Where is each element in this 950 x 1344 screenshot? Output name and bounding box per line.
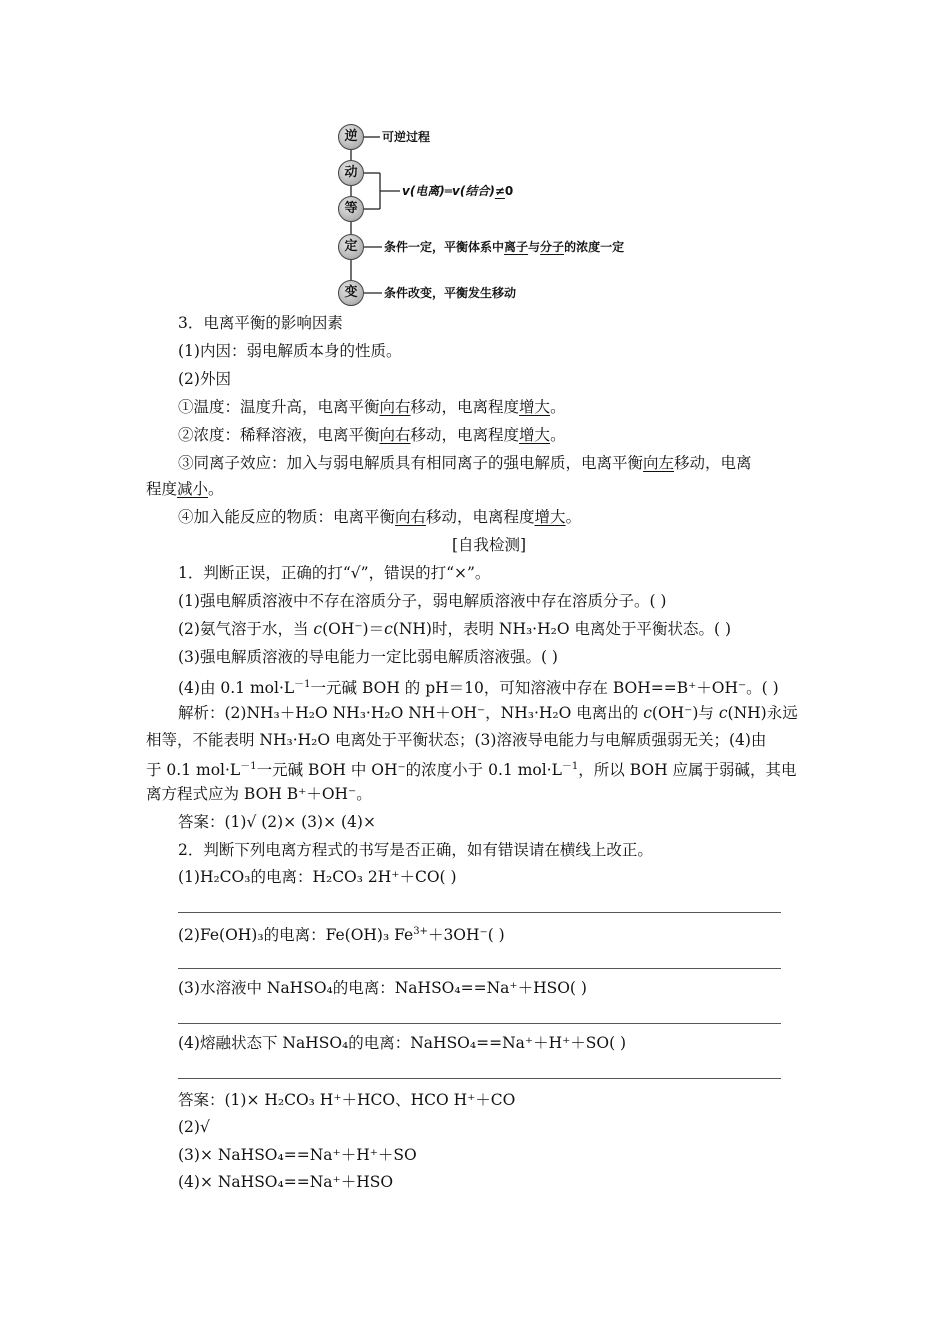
answer-2-line-3: (3)× NaHSO₄==Na⁺＋H⁺＋SO (178, 1146, 417, 1164)
conc-text-a: ②浓度：稀释溶液，电离平衡 (178, 426, 380, 444)
expl1-c1: c (643, 704, 652, 722)
factor-temperature (178, 397, 566, 417)
conc-text-b: 移动，电离程度 (410, 426, 520, 444)
question-1-item-3: (3)强电解质溶液的导电能力一定比弱电解质溶液强。( ) (178, 648, 558, 666)
q1-2-text-d: (NH)时，表明 NH₃·H₂O 电离处于平衡状态。( ) (392, 620, 731, 638)
label-ding (384, 239, 624, 255)
react-text-c: 。 (565, 508, 582, 526)
node-bian: 变 (338, 280, 364, 306)
label-rate-combination: v(结合) (452, 184, 495, 198)
answer-2-line-1: 答案：(1)× H₂CO₃ H⁺＋HCO、HCO H⁺＋CO (178, 1091, 516, 1109)
expl3-text-b: 一元碱 BOH 中 OH⁻的浓度小于 0.1 mol·L (256, 761, 562, 779)
q2-2-text-b: ＋3OH⁻( ) (427, 926, 505, 944)
conc-text-c: 。 (550, 426, 566, 444)
expl3-sup: －1 (240, 761, 257, 772)
node-ni: 逆 (338, 124, 364, 150)
expl3-text-c: ，所以 BOH 应属于弱碱，其电 (578, 761, 797, 779)
ion2-text-a: 程度 (146, 480, 178, 498)
answer-blank-2[interactable] (178, 968, 781, 969)
answer-2-line-2: (2)√ (178, 1118, 210, 1136)
expl1-text-d: (NH)永远 (727, 704, 798, 722)
q1-2-text-a: (2)氨气溶于水，当 (178, 620, 314, 638)
expl1-text-a: 解析：(2)NH₃＋H₂O NH₃·H₂O NH＋OH⁻，NH₃·H₂O 电离出的 (178, 704, 644, 722)
label-ding-molecule: 分子 (540, 240, 565, 254)
conc-direction: 向右 (379, 426, 411, 444)
factor-reactive-substance (178, 507, 581, 527)
section-3-title: 3．电离平衡的影响因素 (178, 314, 343, 332)
question-1-title: 1．判断正误，正确的打“√”，错误的打“×”。 (178, 564, 491, 582)
ion2-text-b: 。 (208, 480, 224, 498)
external-factor: (2)外因 (178, 370, 231, 388)
answer-blank-1[interactable] (178, 912, 781, 913)
factor-common-ion-cont (146, 479, 224, 499)
q1-2-text-b: (OH⁻)＝ (322, 620, 385, 638)
react-text-b: 移动，电离程度 (426, 508, 535, 526)
expl1-c2: c (718, 704, 728, 722)
temp-direction: 向右 (379, 398, 411, 416)
label-bian: 条件改变，平衡发生移动 (384, 286, 517, 300)
label-ding-text-b: 与 (528, 240, 541, 254)
temp-text-b: 移动，电离程度 (410, 398, 520, 416)
label-dong-deng (402, 183, 513, 199)
explanation-line-4: 离方程式应为 BOH B⁺＋OH⁻。 (146, 785, 372, 803)
answer-blank-4[interactable] (178, 1078, 781, 1079)
react-direction: 向右 (395, 508, 427, 526)
question-1-item-1: (1)强电解质溶液中不存在溶质分子，弱电解质溶液中存在溶质分子。( ) (178, 592, 667, 610)
label-zero: 0 (504, 184, 514, 198)
label-ding-text-a: 条件一定，平衡体系中 (384, 240, 505, 254)
q1-4-text-a: (4)由 0.1 mol·L (178, 679, 295, 697)
factor-common-ion (178, 453, 752, 473)
label-rate-ionization: v(电离) (402, 184, 445, 198)
question-1-item-2 (178, 619, 731, 639)
react-text-a: ④加入能反应的物质：电离平衡 (178, 508, 396, 526)
answer-2-line-4: (4)× NaHSO₄==Na⁺＋HSO (178, 1173, 394, 1191)
ion-direction: 向左 (643, 454, 675, 472)
question-2-title: 2．判断下列电离方程式的书写是否正确，如有错误请在横线上改正。 (178, 841, 653, 859)
ion-text-b: 移动，电离 (674, 454, 752, 472)
expl3-text-a: 于 0.1 mol·L (146, 761, 241, 779)
react-degree: 增大 (534, 508, 566, 526)
ion-degree: 减小 (177, 480, 209, 498)
self-check-heading: [自我检测] (452, 536, 527, 554)
temp-degree: 增大 (519, 398, 551, 416)
diagram-connectors (0, 0, 950, 320)
node-ding: 定 (338, 234, 364, 260)
question-2-item-1: (1)H₂CO₃的电离：H₂CO₃ 2H⁺＋CO( ) (178, 868, 457, 886)
temp-text-a: ①温度：温度升高，电离平衡 (178, 398, 380, 416)
question-1-item-4 (178, 675, 779, 698)
answer-blank-3[interactable] (178, 1023, 781, 1024)
answer-1: 答案：(1)√ (2)× (3)× (4)× (178, 813, 376, 831)
question-2-item-2 (178, 922, 505, 945)
explanation-line-2: 相等，不能表明 NH₃·H₂O 电离处于平衡状态；(3)溶液导电能力与电解质强弱无关；(4)由 (146, 731, 767, 749)
label-eq-sign: ═ (444, 184, 453, 198)
label-ni: 可逆过程 (382, 130, 431, 144)
q1-2-c1: c (313, 620, 323, 638)
q1-4-text-b: 一元碱 BOH 的 pH＝10，可知溶液中存在 BOH==B⁺＋OH⁻。( ) (310, 679, 779, 697)
ion-text-a: ③同离子效应：加入与弱电解质具有相同离子的强电解质，电离平衡 (178, 454, 644, 472)
node-deng: 等 (338, 196, 364, 222)
expl3-sup2: －1 (561, 761, 579, 772)
explanation-line-3 (146, 757, 797, 780)
node-dong: 动 (338, 160, 364, 186)
q1-2-c2: c (384, 620, 393, 638)
question-2-item-3: (3)水溶液中 NaHSO₄的电离：NaHSO₄==Na⁺＋HSO( ) (178, 979, 587, 997)
label-ding-text-c: 的浓度一定 (564, 240, 625, 254)
question-2-item-4: (4)熔融状态下 NaHSO₄的电离：NaHSO₄==Na⁺＋H⁺＋SO( ) (178, 1034, 627, 1052)
q2-2-text-a: (2)Fe(OH)₃的电离：Fe(OH)₃ Fe (178, 926, 414, 944)
label-ding-ion: 离子 (504, 240, 529, 254)
expl1-text-b: (OH⁻)与 (651, 704, 719, 722)
q1-4-sup: －1 (294, 679, 311, 690)
explanation-line-1 (178, 703, 798, 723)
q2-2-sup: 3+ (413, 926, 428, 937)
temp-text-c: 。 (550, 398, 566, 416)
conc-degree: 增大 (519, 426, 551, 444)
internal-factor: (1)内因：弱电解质本身的性质。 (178, 342, 402, 360)
factor-concentration (178, 425, 566, 445)
label-neq-sign: ≠ (494, 184, 505, 198)
